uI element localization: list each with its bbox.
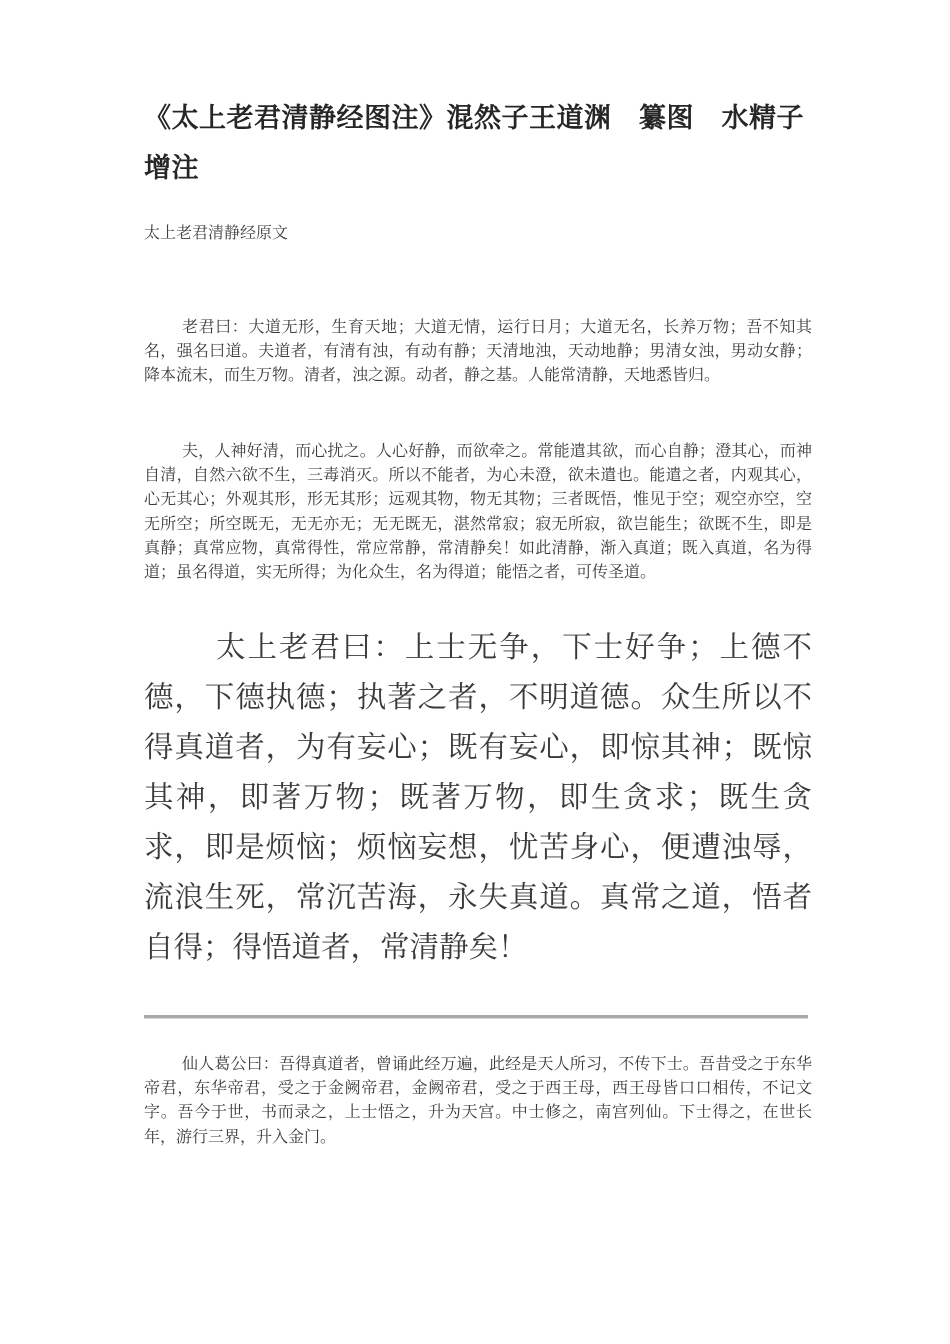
document-subtitle: 太上老君清静经原文 (144, 223, 289, 242)
document-title: 《太上老君清静经图注》混然子王道渊 纂图 水精子 增注 (144, 103, 832, 184)
paragraph-highlighted-large: 太上老君曰：上士无争，下士好争；上德不德，下德执德；执著之者，不明道德。众生所以不得真道者，为有妄心；既有妄心，即惊其神；既惊其神，即著万物；既著万物，即生贪求；既生贪求，即是烦恼；烦恼妄想，忧苦身心，便遭浊辱，流浪生死，常沉苦海，永失真道。真常之道，悟者自得；得悟道者，常清静矣！ (144, 630, 812, 964)
paragraph-laojun-says: 老君曰：大道无形，生育天地；大道无情，运行日月；大道无名，长养万物；吾不知其名，强名曰道。夫道者，有清有浊，有动有静；天清地浊，天动地静；男清女浊，男动女静；降本流末，而生万物。清者，浊之源。动者，静之基。人能常清静，天地悉皆归。 (144, 317, 812, 385)
paragraph-mind-and-spirit: 夫，人神好清，而心扰之。人心好静，而欲牵之。常能遣其欲，而心自静；澄其心，而神自清，自然六欲不生，三毒消灭。所以不能者，为心未澄，欲未遣也。能遣之者，内观其心，心无其心；外观其形，形无其形；远观其物，物无其物；三者既悟，惟见于空；观空亦空，空无所空；所空既无，无无亦无；无无既无，湛然常寂；寂无所寂，欲岂能生；欲既不生，即是真静；真常应物，真常得性，常应常静，常清静矣！如此清静，渐入真道；既入真道，名为得道；虽名得道，实无所得；为化众生，名为得道；能悟之者，可传圣道。 (144, 441, 812, 582)
paragraph-ge-gong-says: 仙人葛公曰：吾得真道者，曾诵此经万遍，此经是天人所习，不传下士。吾昔受之于东华帝君，东华帝君，受之于金阙帝君，金阙帝君，受之于西王母，西王母皆口口相传，不记文字。吾今于世，书而录之，上士悟之，升为天宫。中士修之，南宫列仙。下士得之，在世长年，游行三界，升入金门。 (144, 1054, 812, 1146)
horizontal-divider (144, 1015, 808, 1019)
